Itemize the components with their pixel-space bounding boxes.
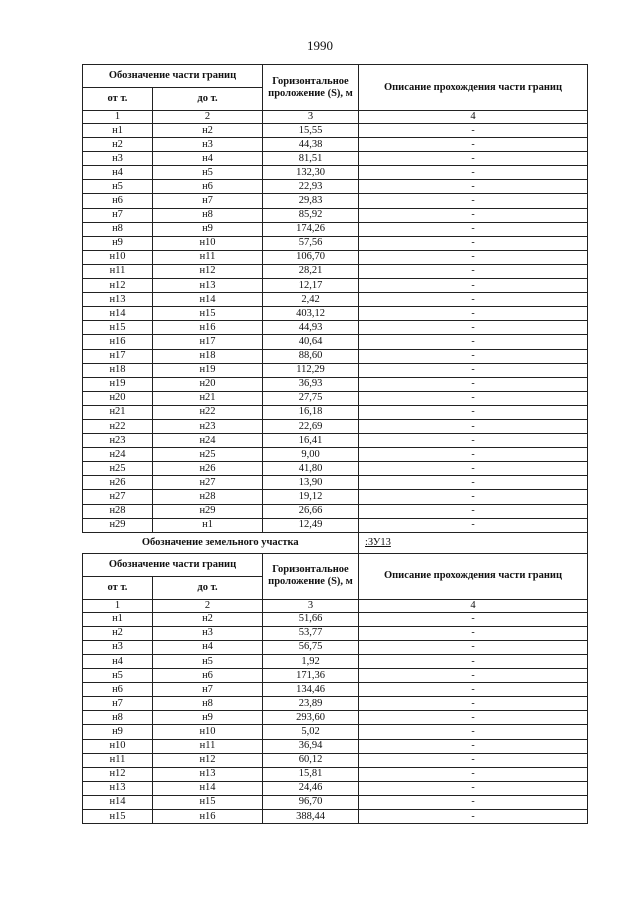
description-cell: -	[359, 795, 588, 809]
point-from: н6	[83, 194, 153, 208]
description-cell: -	[359, 640, 588, 654]
point-to: н17	[153, 335, 263, 349]
parcel-row	[83, 532, 588, 553]
horizontal-distance: 15,55	[263, 124, 359, 138]
point-to: н14	[153, 781, 263, 795]
horizontal-distance: 16,41	[263, 434, 359, 448]
point-from: н14	[83, 307, 153, 321]
table-row	[83, 640, 588, 654]
column-number: 1	[83, 599, 153, 612]
table-row	[83, 490, 588, 504]
horizontal-distance: 19,12	[263, 490, 359, 504]
point-from: н12	[83, 279, 153, 293]
point-from: н5	[83, 669, 153, 683]
horizontal-distance: 85,92	[263, 208, 359, 222]
description-cell: -	[359, 434, 588, 448]
designation-header: Обозначение части границ	[83, 65, 263, 88]
table-row	[83, 250, 588, 264]
description-cell: -	[359, 321, 588, 335]
point-to: н25	[153, 448, 263, 462]
horizontal-distance: 5,02	[263, 725, 359, 739]
point-from: н14	[83, 795, 153, 809]
table-row	[83, 753, 588, 767]
point-to: н11	[153, 739, 263, 753]
table-row	[83, 419, 588, 433]
point-to: н8	[153, 697, 263, 711]
designation-header: Обозначение части границ	[83, 553, 263, 576]
table-row	[83, 669, 588, 683]
point-from: н4	[83, 166, 153, 180]
description-cell: -	[359, 194, 588, 208]
table-row	[83, 711, 588, 725]
table-row	[83, 405, 588, 419]
description-cell: -	[359, 711, 588, 725]
page-number: 1990	[307, 38, 333, 53]
horizontal-header: Горизонтальное проложение (S), м	[263, 553, 359, 599]
table-row	[83, 363, 588, 377]
column-number: 4	[359, 111, 588, 124]
description-cell: -	[359, 264, 588, 278]
description-cell: -	[359, 349, 588, 363]
table-row	[83, 795, 588, 809]
point-from: н16	[83, 335, 153, 349]
horizontal-distance: 57,56	[263, 236, 359, 250]
point-to: н24	[153, 434, 263, 448]
point-to: н9	[153, 222, 263, 236]
point-from: н10	[83, 739, 153, 753]
table-row	[83, 518, 588, 532]
point-from: н11	[83, 264, 153, 278]
point-to: н14	[153, 293, 263, 307]
description-cell: -	[359, 166, 588, 180]
point-from: н8	[83, 711, 153, 725]
point-to: н12	[153, 753, 263, 767]
description-cell: -	[359, 739, 588, 753]
description-cell: -	[359, 138, 588, 152]
horizontal-distance: 12,49	[263, 518, 359, 532]
description-cell: -	[359, 377, 588, 391]
column-number: 3	[263, 111, 359, 124]
table-row	[83, 208, 588, 222]
point-from: н7	[83, 208, 153, 222]
table-row	[83, 194, 588, 208]
table-row	[83, 307, 588, 321]
point-from: н13	[83, 781, 153, 795]
point-to: н19	[153, 363, 263, 377]
point-from: н5	[83, 180, 153, 194]
horizontal-distance: 112,29	[263, 363, 359, 377]
description-cell: -	[359, 124, 588, 138]
horizontal-distance: 293,60	[263, 711, 359, 725]
horizontal-distance: 26,66	[263, 504, 359, 518]
description-cell: -	[359, 462, 588, 476]
horizontal-distance: 28,21	[263, 264, 359, 278]
point-from: н1	[83, 612, 153, 626]
table-row	[83, 391, 588, 405]
description-cell: -	[359, 683, 588, 697]
point-to: н23	[153, 419, 263, 433]
point-to: н9	[153, 711, 263, 725]
table-row	[83, 166, 588, 180]
description-header: Описание прохождения части границ	[359, 553, 588, 599]
from-header: от т.	[83, 88, 153, 111]
point-from: н27	[83, 490, 153, 504]
point-to: н7	[153, 194, 263, 208]
point-to: н6	[153, 180, 263, 194]
horizontal-distance: 96,70	[263, 795, 359, 809]
table-row	[83, 810, 588, 824]
description-cell: -	[359, 490, 588, 504]
point-from: н3	[83, 152, 153, 166]
horizontal-distance: 44,93	[263, 321, 359, 335]
column-number: 2	[153, 111, 263, 124]
column-number: 2	[153, 599, 263, 612]
horizontal-distance: 13,90	[263, 476, 359, 490]
table-row	[83, 655, 588, 669]
point-from: н13	[83, 293, 153, 307]
description-cell: -	[359, 504, 588, 518]
point-from: н10	[83, 250, 153, 264]
column-number: 3	[263, 599, 359, 612]
point-to: н13	[153, 767, 263, 781]
description-cell: -	[359, 279, 588, 293]
point-to: н2	[153, 124, 263, 138]
point-from: н26	[83, 476, 153, 490]
point-to: н16	[153, 321, 263, 335]
table-row	[83, 279, 588, 293]
table-row	[83, 504, 588, 518]
table-row	[83, 612, 588, 626]
description-cell: -	[359, 626, 588, 640]
horizontal-distance: 2,42	[263, 293, 359, 307]
description-cell: -	[359, 448, 588, 462]
horizontal-distance: 81,51	[263, 152, 359, 166]
table-row	[83, 683, 588, 697]
point-from: н25	[83, 462, 153, 476]
horizontal-distance: 403,12	[263, 307, 359, 321]
horizontal-distance: 36,94	[263, 739, 359, 753]
description-cell: -	[359, 697, 588, 711]
horizontal-distance: 9,00	[263, 448, 359, 462]
horizontal-distance: 29,83	[263, 194, 359, 208]
description-cell: -	[359, 518, 588, 532]
point-to: н15	[153, 307, 263, 321]
horizontal-distance: 51,66	[263, 612, 359, 626]
description-cell: -	[359, 363, 588, 377]
horizontal-distance: 60,12	[263, 753, 359, 767]
description-cell: -	[359, 405, 588, 419]
table-row	[83, 739, 588, 753]
point-from: н15	[83, 810, 153, 824]
column-number-row	[83, 111, 588, 124]
from-header: от т.	[83, 576, 153, 599]
description-cell: -	[359, 669, 588, 683]
point-from: н18	[83, 363, 153, 377]
point-from: н7	[83, 697, 153, 711]
point-from: н9	[83, 236, 153, 250]
table-row	[83, 377, 588, 391]
description-cell: -	[359, 250, 588, 264]
table-row	[83, 335, 588, 349]
point-from: н2	[83, 626, 153, 640]
point-to: н3	[153, 626, 263, 640]
table-row	[83, 767, 588, 781]
table-row	[83, 725, 588, 739]
description-cell: -	[359, 307, 588, 321]
description-cell: -	[359, 612, 588, 626]
point-to: н20	[153, 377, 263, 391]
point-to: н15	[153, 795, 263, 809]
point-to: н5	[153, 655, 263, 669]
point-to: н11	[153, 250, 263, 264]
table-row	[83, 124, 588, 138]
to-header: до т.	[153, 576, 263, 599]
point-to: н10	[153, 725, 263, 739]
table-row	[83, 434, 588, 448]
point-to: н12	[153, 264, 263, 278]
point-from: н9	[83, 725, 153, 739]
horizontal-distance: 134,46	[263, 683, 359, 697]
to-header: до т.	[153, 88, 263, 111]
horizontal-distance: 1,92	[263, 655, 359, 669]
description-cell: -	[359, 152, 588, 166]
point-to: н22	[153, 405, 263, 419]
point-from: н15	[83, 321, 153, 335]
horizontal-distance: 15,81	[263, 767, 359, 781]
horizontal-distance: 88,60	[263, 349, 359, 363]
point-to: н4	[153, 640, 263, 654]
horizontal-distance: 16,18	[263, 405, 359, 419]
point-to: н3	[153, 138, 263, 152]
horizontal-distance: 40,64	[263, 335, 359, 349]
point-from: н23	[83, 434, 153, 448]
description-cell: -	[359, 810, 588, 824]
horizontal-distance: 27,75	[263, 391, 359, 405]
point-from: н29	[83, 518, 153, 532]
horizontal-distance: 106,70	[263, 250, 359, 264]
description-cell: -	[359, 391, 588, 405]
description-cell: -	[359, 293, 588, 307]
horizontal-distance: 132,30	[263, 166, 359, 180]
table-row	[83, 448, 588, 462]
horizontal-header: Горизонтальное проложение (S), м	[263, 65, 359, 111]
point-to: н5	[153, 166, 263, 180]
table-row	[83, 222, 588, 236]
point-from: н12	[83, 767, 153, 781]
table-row	[83, 321, 588, 335]
horizontal-distance: 174,26	[263, 222, 359, 236]
boundary-table	[82, 64, 588, 824]
parcel-label: Обозначение земельного участка	[83, 532, 359, 553]
point-from: н22	[83, 419, 153, 433]
point-to: н26	[153, 462, 263, 476]
description-cell: -	[359, 781, 588, 795]
parcel-value: :ЗУ13	[359, 532, 588, 553]
point-from: н6	[83, 683, 153, 697]
point-from: н24	[83, 448, 153, 462]
point-from: н3	[83, 640, 153, 654]
point-from: н4	[83, 655, 153, 669]
description-cell: -	[359, 476, 588, 490]
point-to: н21	[153, 391, 263, 405]
horizontal-distance: 56,75	[263, 640, 359, 654]
point-to: н2	[153, 612, 263, 626]
description-cell: -	[359, 236, 588, 250]
boundary-table-body	[83, 65, 588, 824]
point-to: н27	[153, 476, 263, 490]
point-from: н21	[83, 405, 153, 419]
table-row	[83, 349, 588, 363]
point-to: н1	[153, 518, 263, 532]
horizontal-distance: 12,17	[263, 279, 359, 293]
horizontal-distance: 53,77	[263, 626, 359, 640]
table-row	[83, 781, 588, 795]
description-cell: -	[359, 655, 588, 669]
point-from: н17	[83, 349, 153, 363]
description-cell: -	[359, 180, 588, 194]
description-cell: -	[359, 335, 588, 349]
table-row	[83, 264, 588, 278]
horizontal-distance: 22,69	[263, 419, 359, 433]
table-row	[83, 462, 588, 476]
description-cell: -	[359, 419, 588, 433]
point-to: н16	[153, 810, 263, 824]
point-to: н8	[153, 208, 263, 222]
table-row	[83, 476, 588, 490]
table-row	[83, 697, 588, 711]
column-number-row	[83, 599, 588, 612]
point-to: н18	[153, 349, 263, 363]
description-cell: -	[359, 222, 588, 236]
description-cell: -	[359, 753, 588, 767]
point-to: н28	[153, 490, 263, 504]
horizontal-distance: 36,93	[263, 377, 359, 391]
point-to: н4	[153, 152, 263, 166]
point-from: н28	[83, 504, 153, 518]
point-from: н8	[83, 222, 153, 236]
horizontal-distance: 388,44	[263, 810, 359, 824]
point-to: н13	[153, 279, 263, 293]
horizontal-distance: 44,38	[263, 138, 359, 152]
point-from: н20	[83, 391, 153, 405]
horizontal-distance: 23,89	[263, 697, 359, 711]
table-row	[83, 152, 588, 166]
point-from: н19	[83, 377, 153, 391]
description-cell: -	[359, 767, 588, 781]
horizontal-distance: 24,46	[263, 781, 359, 795]
table-row	[83, 626, 588, 640]
column-number: 1	[83, 111, 153, 124]
description-cell: -	[359, 725, 588, 739]
header-row-top	[83, 553, 588, 576]
horizontal-distance: 41,80	[263, 462, 359, 476]
horizontal-distance: 171,36	[263, 669, 359, 683]
column-number: 4	[359, 599, 588, 612]
point-to: н7	[153, 683, 263, 697]
horizontal-distance: 22,93	[263, 180, 359, 194]
description-header: Описание прохождения части границ	[359, 65, 588, 111]
point-from: н2	[83, 138, 153, 152]
table-row	[83, 293, 588, 307]
point-to: н29	[153, 504, 263, 518]
table-row	[83, 236, 588, 250]
table-row	[83, 138, 588, 152]
point-to: н6	[153, 669, 263, 683]
point-from: н11	[83, 753, 153, 767]
header-row-top	[83, 65, 588, 88]
table-row	[83, 180, 588, 194]
point-to: н10	[153, 236, 263, 250]
description-cell: -	[359, 208, 588, 222]
point-from: н1	[83, 124, 153, 138]
